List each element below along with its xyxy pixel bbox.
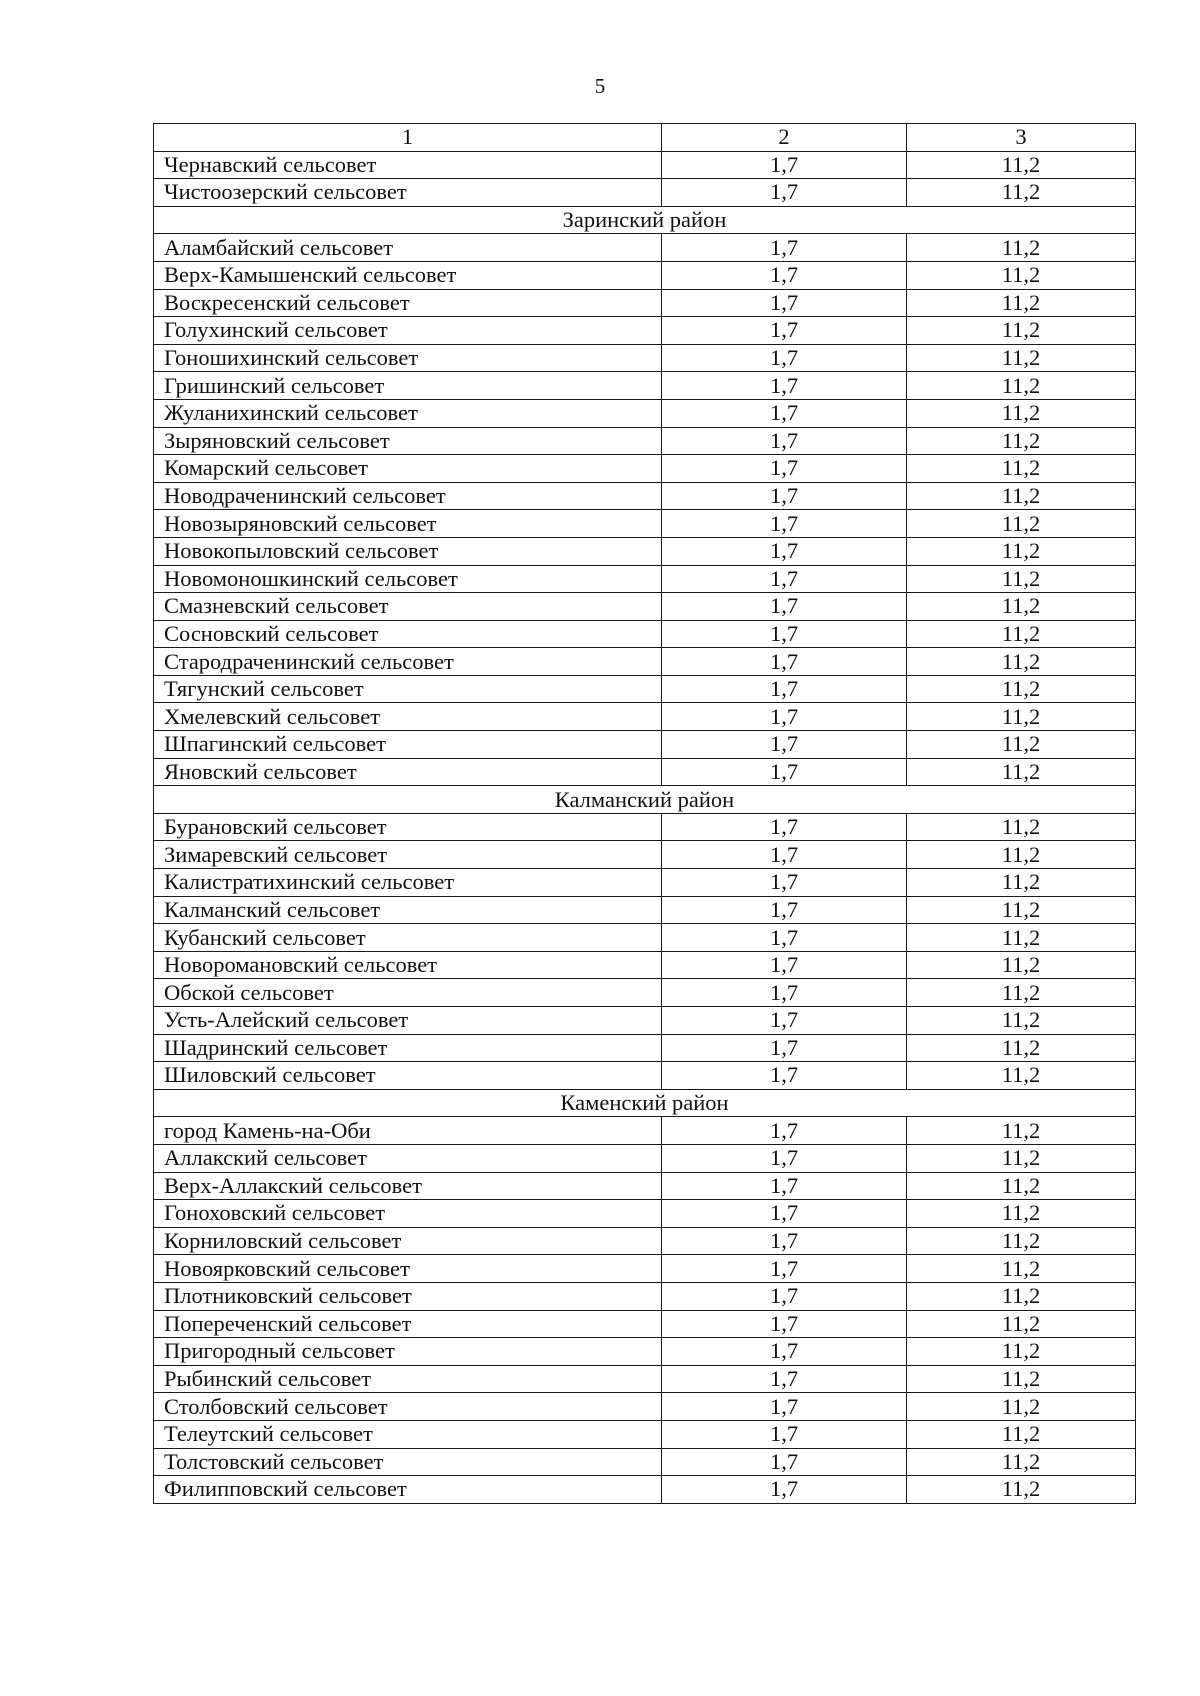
table-row [154, 537, 1136, 565]
table-row [154, 1007, 1136, 1035]
value-col2-cell: 1,7 [662, 289, 907, 317]
table-row [154, 317, 1136, 345]
table-row [154, 1117, 1136, 1145]
settlement-name-cell: город Камень-на-Оби [154, 1117, 662, 1145]
value-col2-cell: 1,7 [662, 344, 907, 372]
table-row [154, 593, 1136, 621]
value-col3-cell: 11,2 [907, 1365, 1136, 1393]
table-row [154, 510, 1136, 538]
table-row [154, 758, 1136, 786]
value-col3-cell: 11,2 [907, 951, 1136, 979]
value-col3-cell: 11,2 [907, 1200, 1136, 1228]
value-col2-cell: 1,7 [662, 565, 907, 593]
value-col2-cell: 1,7 [662, 620, 907, 648]
settlement-name-cell: Новомоношкинский сельсовет [154, 565, 662, 593]
value-col2-cell: 1,7 [662, 1448, 907, 1476]
column-header-3: 3 [907, 124, 1136, 152]
settlement-name-cell: Голухинский сельсовет [154, 317, 662, 345]
value-col2-cell: 1,7 [662, 1282, 907, 1310]
value-col3-cell: 11,2 [907, 1255, 1136, 1283]
column-header-2: 2 [662, 124, 907, 152]
settlement-name-cell: Калистратихинский сельсовет [154, 869, 662, 897]
table-row [154, 1476, 1136, 1504]
value-col2-cell: 1,7 [662, 1172, 907, 1200]
value-col2-cell: 1,7 [662, 1200, 907, 1228]
value-col3-cell: 11,2 [907, 1172, 1136, 1200]
value-col2-cell: 1,7 [662, 758, 907, 786]
value-col3-cell: 11,2 [907, 1227, 1136, 1255]
table-row [154, 648, 1136, 676]
settlement-name-cell: Чистоозерский сельсовет [154, 179, 662, 207]
settlement-name-cell: Верх-Аллакский сельсовет [154, 1172, 662, 1200]
table-row [154, 620, 1136, 648]
value-col3-cell: 11,2 [907, 179, 1136, 207]
value-col2-cell: 1,7 [662, 593, 907, 621]
table-row [154, 1420, 1136, 1448]
settlement-name-cell: Гришинский сельсовет [154, 372, 662, 400]
settlement-name-cell: Шпагинский сельсовет [154, 731, 662, 759]
value-col3-cell: 11,2 [907, 1338, 1136, 1366]
table-row [154, 289, 1136, 317]
settlement-name-cell: Яновский сельсовет [154, 758, 662, 786]
value-col3-cell: 11,2 [907, 261, 1136, 289]
value-col3-cell: 11,2 [907, 675, 1136, 703]
section-row [154, 1089, 1136, 1117]
table-row [154, 1034, 1136, 1062]
value-col2-cell: 1,7 [662, 1476, 907, 1504]
value-col2-cell: 1,7 [662, 1034, 907, 1062]
value-col2-cell: 1,7 [662, 510, 907, 538]
settlement-name-cell: Стародраченинский сельсовет [154, 648, 662, 676]
value-col3-cell: 11,2 [907, 869, 1136, 897]
section-title: Каменский район [154, 1089, 1136, 1117]
value-col3-cell: 11,2 [907, 427, 1136, 455]
settlement-name-cell: Шиловский сельсовет [154, 1062, 662, 1090]
table-row [154, 979, 1136, 1007]
settlement-name-cell: Филипповский сельсовет [154, 1476, 662, 1504]
value-col2-cell: 1,7 [662, 151, 907, 179]
table-row [154, 1255, 1136, 1283]
value-col2-cell: 1,7 [662, 372, 907, 400]
value-col2-cell: 1,7 [662, 1255, 907, 1283]
settlement-name-cell: Шадринский сельсовет [154, 1034, 662, 1062]
value-col2-cell: 1,7 [662, 841, 907, 869]
value-col3-cell: 11,2 [907, 151, 1136, 179]
value-col3-cell: 11,2 [907, 620, 1136, 648]
value-col2-cell: 1,7 [662, 1310, 907, 1338]
value-col2-cell: 1,7 [662, 731, 907, 759]
settlement-name-cell: Хмелевский сельсовет [154, 703, 662, 731]
value-col2-cell: 1,7 [662, 813, 907, 841]
table-row [154, 1062, 1136, 1090]
table-row [154, 924, 1136, 952]
value-col2-cell: 1,7 [662, 399, 907, 427]
value-col3-cell: 11,2 [907, 317, 1136, 345]
settlement-name-cell: Комарский сельсовет [154, 455, 662, 483]
table-row [154, 372, 1136, 400]
section-row [154, 786, 1136, 814]
settlement-name-cell: Смазневский сельсовет [154, 593, 662, 621]
table-row [154, 675, 1136, 703]
value-col3-cell: 11,2 [907, 1007, 1136, 1035]
section-title: Калманский район [154, 786, 1136, 814]
value-col2-cell: 1,7 [662, 1144, 907, 1172]
value-col2-cell: 1,7 [662, 896, 907, 924]
column-header-1: 1 [154, 124, 662, 152]
table-header [154, 124, 1136, 152]
table-row [154, 1338, 1136, 1366]
value-col3-cell: 11,2 [907, 593, 1136, 621]
value-col3-cell: 11,2 [907, 1144, 1136, 1172]
value-col3-cell: 11,2 [907, 1282, 1136, 1310]
settlement-name-cell: Бурановский сельсовет [154, 813, 662, 841]
settlement-name-cell: Рыбинский сельсовет [154, 1365, 662, 1393]
value-col2-cell: 1,7 [662, 482, 907, 510]
settlement-name-cell: Гоношихинский сельсовет [154, 344, 662, 372]
table-row [154, 482, 1136, 510]
settlement-name-cell: Новозыряновский сельсовет [154, 510, 662, 538]
value-col2-cell: 1,7 [662, 703, 907, 731]
value-col3-cell: 11,2 [907, 1393, 1136, 1421]
value-col2-cell: 1,7 [662, 234, 907, 262]
table-row [154, 731, 1136, 759]
value-col2-cell: 1,7 [662, 1007, 907, 1035]
settlement-name-cell: Кубанский сельсовет [154, 924, 662, 952]
table-row [154, 565, 1136, 593]
table-row [154, 427, 1136, 455]
settlement-name-cell: Гоноховский сельсовет [154, 1200, 662, 1228]
section-row [154, 206, 1136, 234]
value-col3-cell: 11,2 [907, 372, 1136, 400]
value-col2-cell: 1,7 [662, 1227, 907, 1255]
table-row [154, 1310, 1136, 1338]
settlement-name-cell: Обской сельсовет [154, 979, 662, 1007]
settlement-name-cell: Чернавский сельсовет [154, 151, 662, 179]
value-col2-cell: 1,7 [662, 951, 907, 979]
table-row [154, 234, 1136, 262]
table-body [154, 151, 1136, 1503]
value-col2-cell: 1,7 [662, 979, 907, 1007]
value-col3-cell: 11,2 [907, 731, 1136, 759]
value-col2-cell: 1,7 [662, 427, 907, 455]
settlement-name-cell: Плотниковский сельсовет [154, 1282, 662, 1310]
value-col3-cell: 11,2 [907, 1420, 1136, 1448]
value-col3-cell: 11,2 [907, 1310, 1136, 1338]
value-col3-cell: 11,2 [907, 510, 1136, 538]
value-col2-cell: 1,7 [662, 317, 907, 345]
table-row [154, 1448, 1136, 1476]
table-row [154, 399, 1136, 427]
settlement-name-cell: Калманский сельсовет [154, 896, 662, 924]
table-row [154, 869, 1136, 897]
settlement-name-cell: Зимаревский сельсовет [154, 841, 662, 869]
value-col3-cell: 11,2 [907, 703, 1136, 731]
value-col3-cell: 11,2 [907, 1034, 1136, 1062]
settlement-name-cell: Тягунский сельсовет [154, 675, 662, 703]
data-table [153, 123, 1136, 1504]
value-col3-cell: 11,2 [907, 758, 1136, 786]
table-row [154, 896, 1136, 924]
settlement-name-cell: Новодраченинский сельсовет [154, 482, 662, 510]
header-row [154, 124, 1136, 152]
value-col3-cell: 11,2 [907, 455, 1136, 483]
value-col2-cell: 1,7 [662, 537, 907, 565]
table-row [154, 344, 1136, 372]
value-col3-cell: 11,2 [907, 979, 1136, 1007]
value-col3-cell: 11,2 [907, 1117, 1136, 1145]
table-row [154, 841, 1136, 869]
settlement-name-cell: Жуланихинский сельсовет [154, 399, 662, 427]
settlement-name-cell: Зыряновский сельсовет [154, 427, 662, 455]
table-row [154, 1282, 1136, 1310]
table-row [154, 1393, 1136, 1421]
table-row [154, 1144, 1136, 1172]
table-row [154, 455, 1136, 483]
table-row [154, 813, 1136, 841]
value-col2-cell: 1,7 [662, 675, 907, 703]
settlement-name-cell: Воскресенский сельсовет [154, 289, 662, 317]
value-col3-cell: 11,2 [907, 565, 1136, 593]
settlement-name-cell: Телеутский сельсовет [154, 1420, 662, 1448]
value-col3-cell: 11,2 [907, 841, 1136, 869]
value-col3-cell: 11,2 [907, 896, 1136, 924]
settlement-name-cell: Новоромановский сельсовет [154, 951, 662, 979]
settlement-name-cell: Пригородный сельсовет [154, 1338, 662, 1366]
table-row [154, 1200, 1136, 1228]
table-row [154, 703, 1136, 731]
value-col2-cell: 1,7 [662, 1393, 907, 1421]
table-row [154, 1365, 1136, 1393]
value-col3-cell: 11,2 [907, 537, 1136, 565]
page-number: 5 [594, 74, 606, 98]
value-col3-cell: 11,2 [907, 1062, 1136, 1090]
settlement-name-cell: Попереченский сельсовет [154, 1310, 662, 1338]
value-col3-cell: 11,2 [907, 1476, 1136, 1504]
value-col3-cell: 11,2 [907, 924, 1136, 952]
value-col2-cell: 1,7 [662, 1117, 907, 1145]
value-col2-cell: 1,7 [662, 924, 907, 952]
settlement-name-cell: Аллакский сельсовет [154, 1144, 662, 1172]
table-row [154, 1227, 1136, 1255]
table-row [154, 151, 1136, 179]
value-col2-cell: 1,7 [662, 261, 907, 289]
settlement-name-cell: Сосновский сельсовет [154, 620, 662, 648]
value-col3-cell: 11,2 [907, 648, 1136, 676]
value-col3-cell: 11,2 [907, 344, 1136, 372]
value-col2-cell: 1,7 [662, 455, 907, 483]
value-col2-cell: 1,7 [662, 1420, 907, 1448]
section-title: Заринский район [154, 206, 1136, 234]
value-col3-cell: 11,2 [907, 289, 1136, 317]
settlement-name-cell: Усть-Алейский сельсовет [154, 1007, 662, 1035]
value-col3-cell: 11,2 [907, 813, 1136, 841]
value-col2-cell: 1,7 [662, 648, 907, 676]
table-row [154, 179, 1136, 207]
settlement-name-cell: Аламбайский сельсовет [154, 234, 662, 262]
value-col2-cell: 1,7 [662, 1365, 907, 1393]
table-row [154, 1172, 1136, 1200]
value-col2-cell: 1,7 [662, 1062, 907, 1090]
settlement-name-cell: Новокопыловский сельсовет [154, 537, 662, 565]
value-col3-cell: 11,2 [907, 399, 1136, 427]
settlement-name-cell: Верх-Камышенский сельсовет [154, 261, 662, 289]
table-row [154, 951, 1136, 979]
settlement-name-cell: Толстовский сельсовет [154, 1448, 662, 1476]
value-col2-cell: 1,7 [662, 179, 907, 207]
settlement-name-cell: Новоярковский сельсовет [154, 1255, 662, 1283]
value-col3-cell: 11,2 [907, 482, 1136, 510]
value-col3-cell: 11,2 [907, 1448, 1136, 1476]
settlement-name-cell: Столбовский сельсовет [154, 1393, 662, 1421]
settlement-name-cell: Корниловский сельсовет [154, 1227, 662, 1255]
value-col2-cell: 1,7 [662, 1338, 907, 1366]
table-row [154, 261, 1136, 289]
value-col3-cell: 11,2 [907, 234, 1136, 262]
value-col2-cell: 1,7 [662, 869, 907, 897]
